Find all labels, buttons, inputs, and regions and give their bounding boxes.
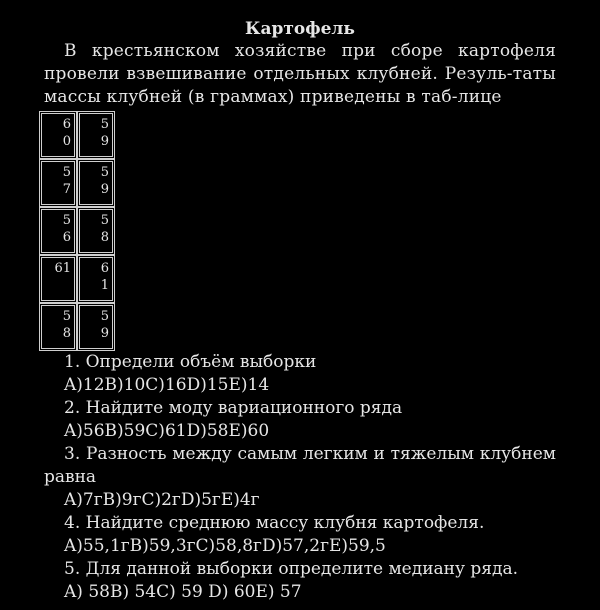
cell-text: 5 [62, 309, 71, 324]
cell-text: 9 [100, 326, 109, 341]
cell-text: 9 [100, 134, 109, 149]
question-text: 1. Определи объём выборки [64, 352, 317, 372]
answer-options: A)7гB)9гC)2гD)5гE)4г [64, 490, 260, 510]
table-cell [77, 111, 115, 159]
table-cell [77, 255, 115, 303]
table-row [39, 255, 115, 303]
table-cell [39, 303, 77, 351]
cell-text: 5 [62, 165, 71, 180]
document-title: Картофель [245, 19, 355, 39]
cell-text: 5 [100, 213, 109, 228]
table-cell [39, 159, 77, 207]
cell-text: 6 [100, 261, 109, 276]
cell-text: 5 [62, 213, 71, 228]
question-text: 5. Для данной выборки определите медиану ряда. [64, 559, 519, 579]
table-cell [39, 255, 77, 303]
table-cell [77, 303, 115, 351]
answer-options: A)56B)59C)61D)58E)60 [64, 421, 270, 441]
table-cell [39, 111, 77, 159]
answer-options: A)12B)10C)16D)15E)14 [64, 375, 270, 395]
cell-text: 8 [62, 326, 71, 341]
cell-text: 61 [54, 261, 71, 276]
table-cell [77, 207, 115, 255]
cell-text: 5 [100, 165, 109, 180]
table-row [39, 303, 115, 351]
cell-text: 1 [100, 278, 109, 293]
question-text: 3. Разность между самым легким и тяжелым клубнем равна [44, 444, 556, 487]
cell-text: 5 [100, 309, 109, 324]
question-text: 4. Найдите среднюю массу клубня картофеля. [64, 513, 485, 533]
table-row [39, 207, 115, 255]
cell-text: 5 [100, 117, 109, 132]
questions-list [44, 351, 556, 604]
cell-text: 0 [62, 134, 71, 149]
cell-text: 9 [100, 182, 109, 197]
intro-paragraph: В крестьянском хозяйстве при сборе картофеля провели взвешивание отдельных клубней. Резуль-таты массы клубней (в граммах) приведены в таб-лице [44, 41, 556, 107]
table-row [39, 159, 115, 207]
document [44, 18, 556, 604]
cell-text: 8 [100, 230, 109, 245]
table-cell [77, 159, 115, 207]
cell-text: 7 [62, 182, 71, 197]
tuber-mass-table [39, 111, 115, 351]
table-row [39, 111, 115, 159]
cell-text: 6 [62, 117, 71, 132]
table-cell [39, 207, 77, 255]
answer-options: A) 58B) 54C) 59 D) 60E) 57 [64, 582, 302, 602]
answer-options: A)55,1гB)59,3гC)58,8гD)57,2гE)59,5 [64, 536, 386, 556]
cell-text: 6 [62, 230, 71, 245]
question-text: 2. Найдите моду вариационного ряда [64, 398, 403, 418]
